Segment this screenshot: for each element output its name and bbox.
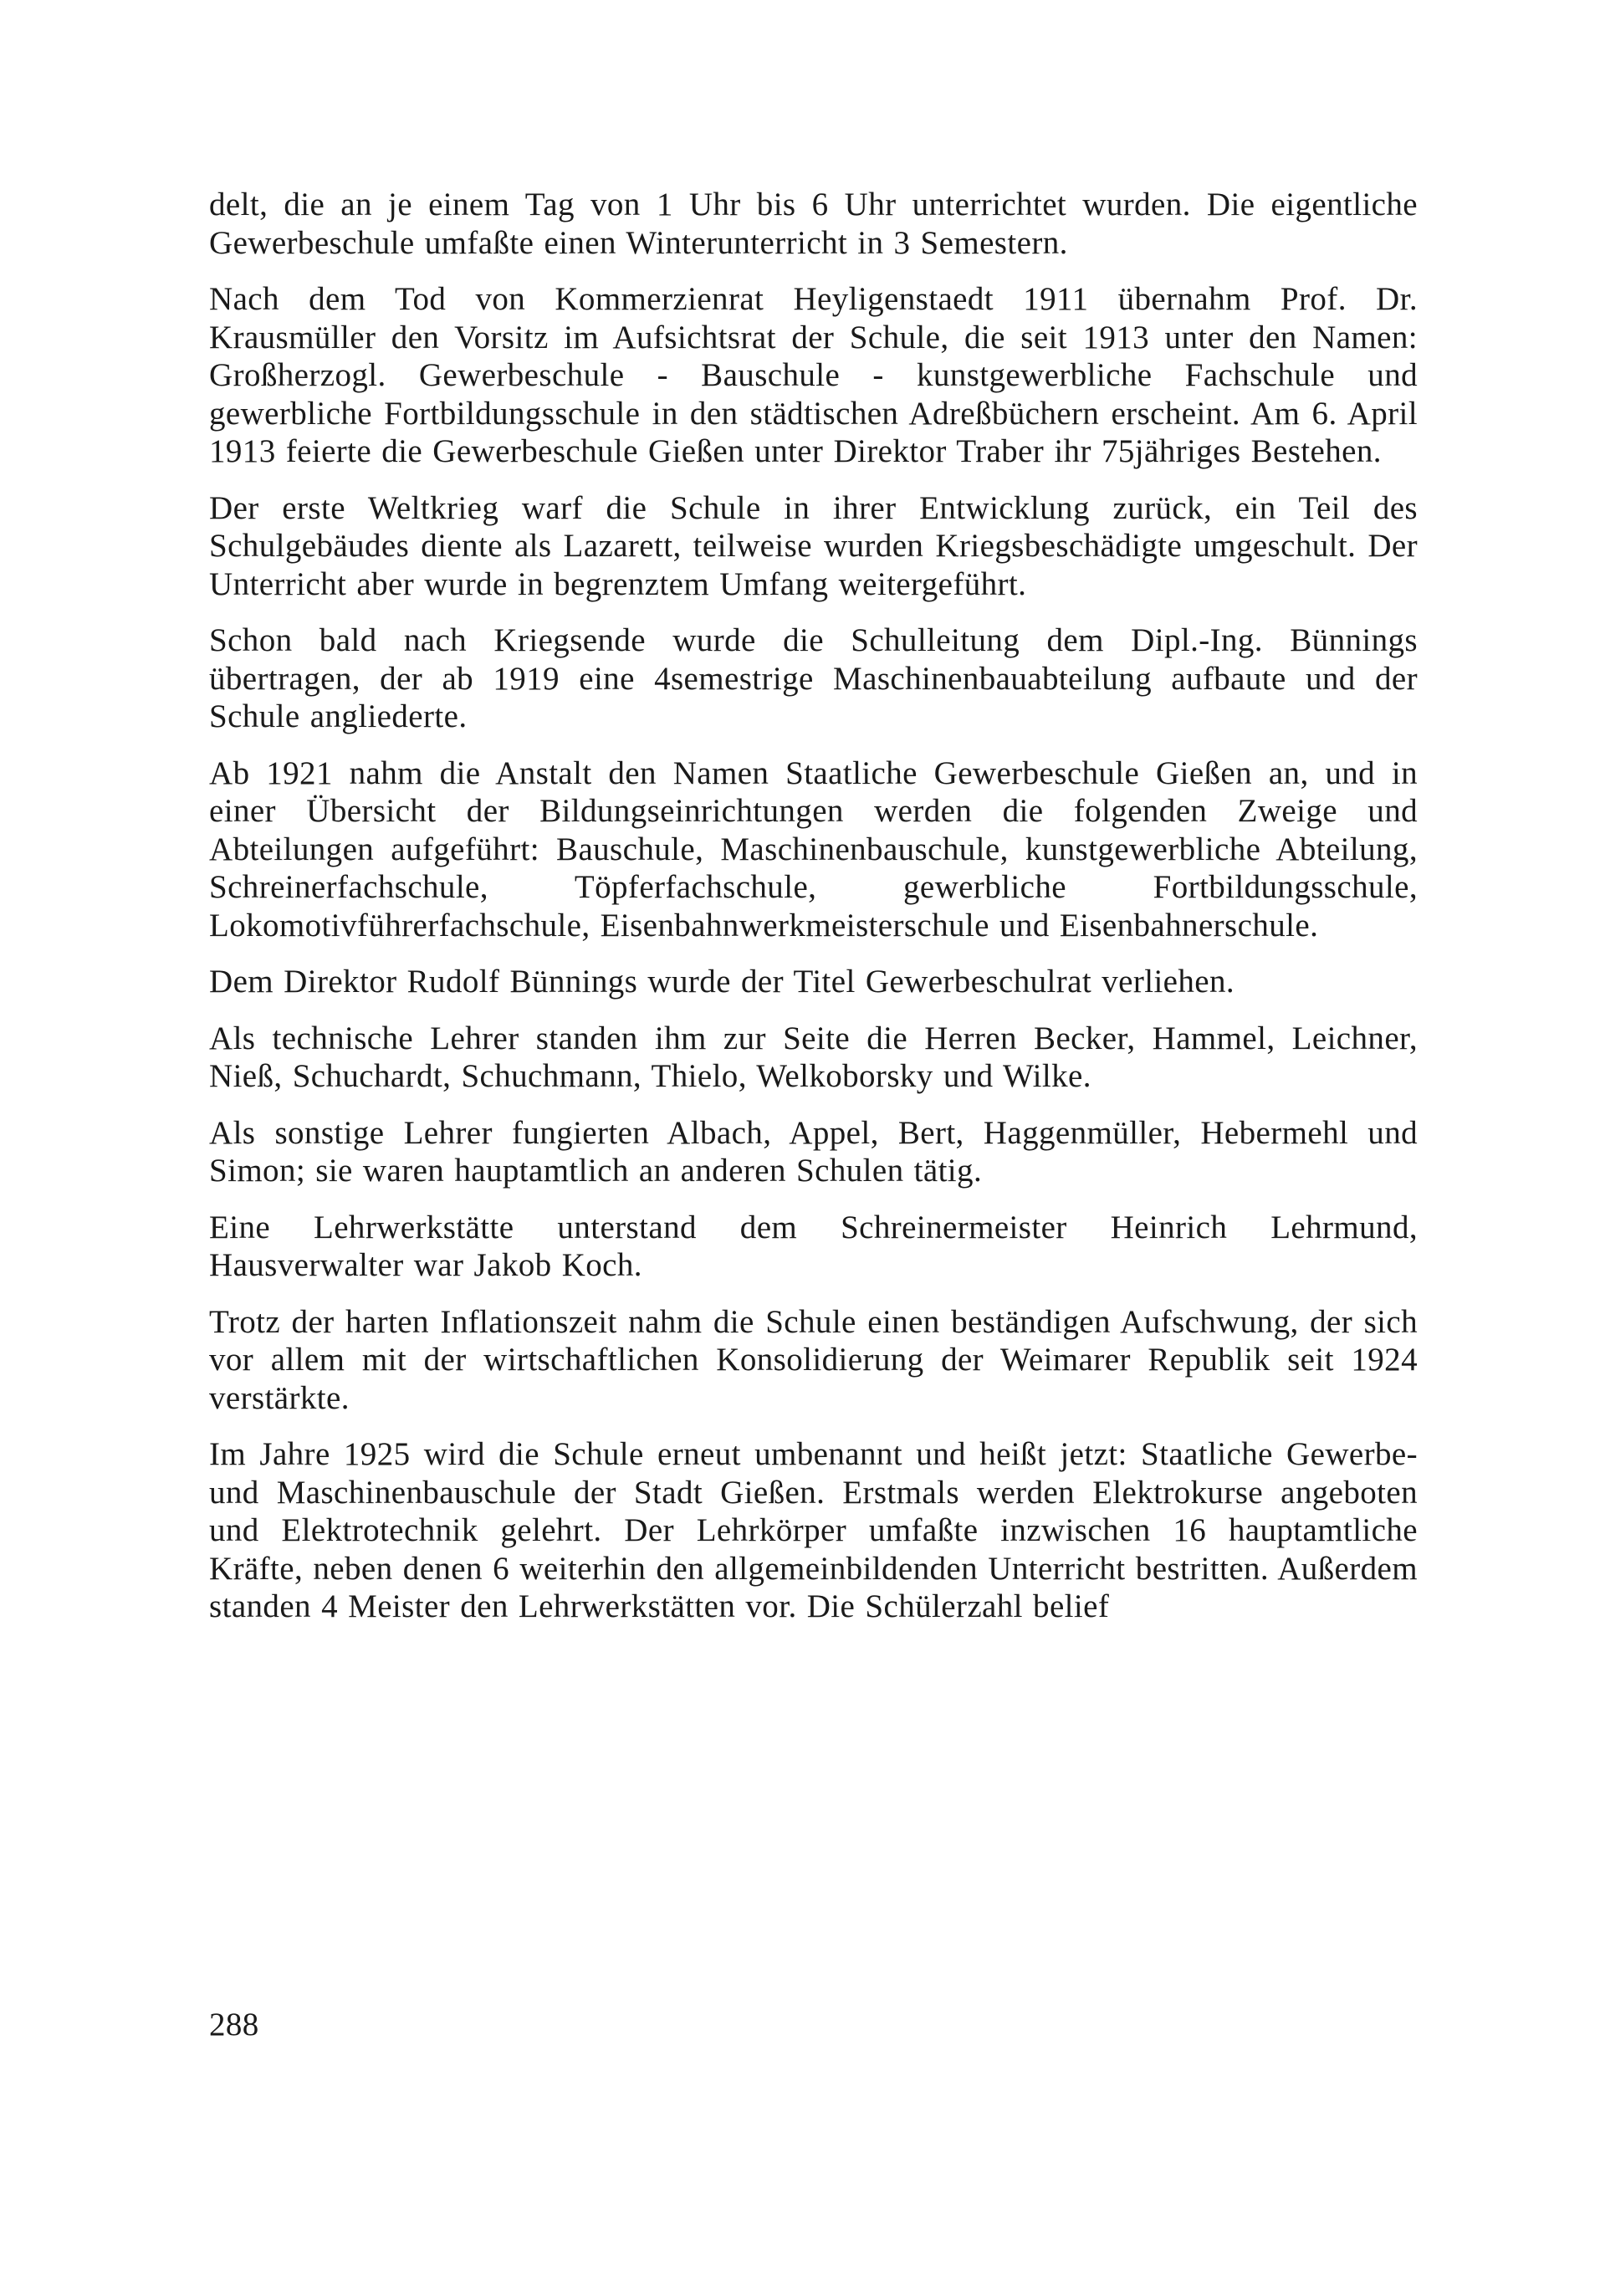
paragraph-5: Ab 1921 nahm die Anstalt den Namen Staatliche Gewerbeschule Gießen an, und in einer Übersicht der Bildungseinrichtungen werden die folgenden Zweige und Abteilungen aufgeführt: Bauschule, Maschinenbauschule, kunstgewerbliche Abteilung, Schreinerfachschule, Töpferfachschule, gewerbliche Fortbildungsschule, Lokomotivführerfachschule, Eisenbahnwerkmeisterschule und Eisenbahnerschule. (209, 754, 1418, 943)
paragraph-4: Schon bald nach Kriegsende wurde die Schulleitung dem Dipl.-Ing. Bünnings übertragen, der ab 1919 eine 4semestrige Maschinenbauabteilung aufbaute und der Schule angliederte. (209, 622, 1418, 734)
paragraph-1: delt, die an je einem Tag von 1 Uhr bis 6 Uhr unterrichtet wurden. Die eigentliche Gewerbeschule umfaßte einen Winterunterricht in 3 Semestern. (209, 187, 1418, 261)
paragraph-11: Im Jahre 1925 wird die Schule erneut umbenannt und heißt jetzt: Staatliche Gewerbe- und Maschinenbauschule der Stadt Gießen. Erstmals werden Elektrokurse angeboten und Elektrotechnik gelehrt. Der Lehrkörper umfaßte inzwischen 16 hauptamtliche Kräfte, neben denen 6 weiterhin den allgemeinbildenden Unterricht bestritten. Außerdem standen 4 Meister den Lehrwerkstätten vor. Die Schülerzahl belief (209, 1436, 1418, 1624)
paragraph-3: Der erste Weltkrieg warf die Schule in ihrer Entwicklung zurück, ein Teil des Schulgebäudes diente als Lazarett, teilweise wurden Kriegsbeschädigte umgeschult. Der Unterricht aber wurde in begrenztem Umfang weitergeführt. (209, 489, 1418, 602)
paragraph-9: Eine Lehrwerkstätte unterstand dem Schreinermeister Heinrich Lehrmund, Hausverwalter war Jakob Koch. (209, 1209, 1418, 1283)
paragraph-2: Nach dem Tod von Kommerzienrat Heyligenstaedt 1911 übernahm Prof. Dr. Krausmüller den Vorsitz im Aufsichtsrat der Schule, die seit 1913 unter den Namen: Großherzogl. Gewerbeschule - Bauschule - kunstgewerbliche Fachschule und gewerbliche Fortbildungsschule in den städtischen Adreßbüchern erscheint. Am 6. April 1913 feierte die Gewerbeschule Gießen unter Direktor Traber ihr 75jähriges Bestehen. (209, 281, 1418, 469)
paragraph-10: Trotz der harten Inflationszeit nahm die Schule einen beständigen Aufschwung, der sich vor allem mit der wirtschaftlichen Konsolidierung der Weimarer Republik seit 1924 verstärkte. (209, 1303, 1418, 1416)
paragraph-8: Als sonstige Lehrer fungierten Albach, Appel, Bert, Haggenmüller, Hebermehl und Simon; sie waren hauptamtlich an anderen Schulen tätig. (209, 1114, 1418, 1189)
page-number: 288 (209, 2007, 259, 2043)
paragraph-6: Dem Direktor Rudolf Bünnings wurde der Titel Gewerbeschulrat verliehen. (209, 964, 1235, 1000)
paragraph-7: Als technische Lehrer standen ihm zur Seite die Herren Becker, Hammel, Leichner, Nieß, Schuchardt, Schuchmann, Thielo, Welkoborsky und Wilke. (209, 1020, 1418, 1094)
body-text (209, 186, 1418, 1644)
